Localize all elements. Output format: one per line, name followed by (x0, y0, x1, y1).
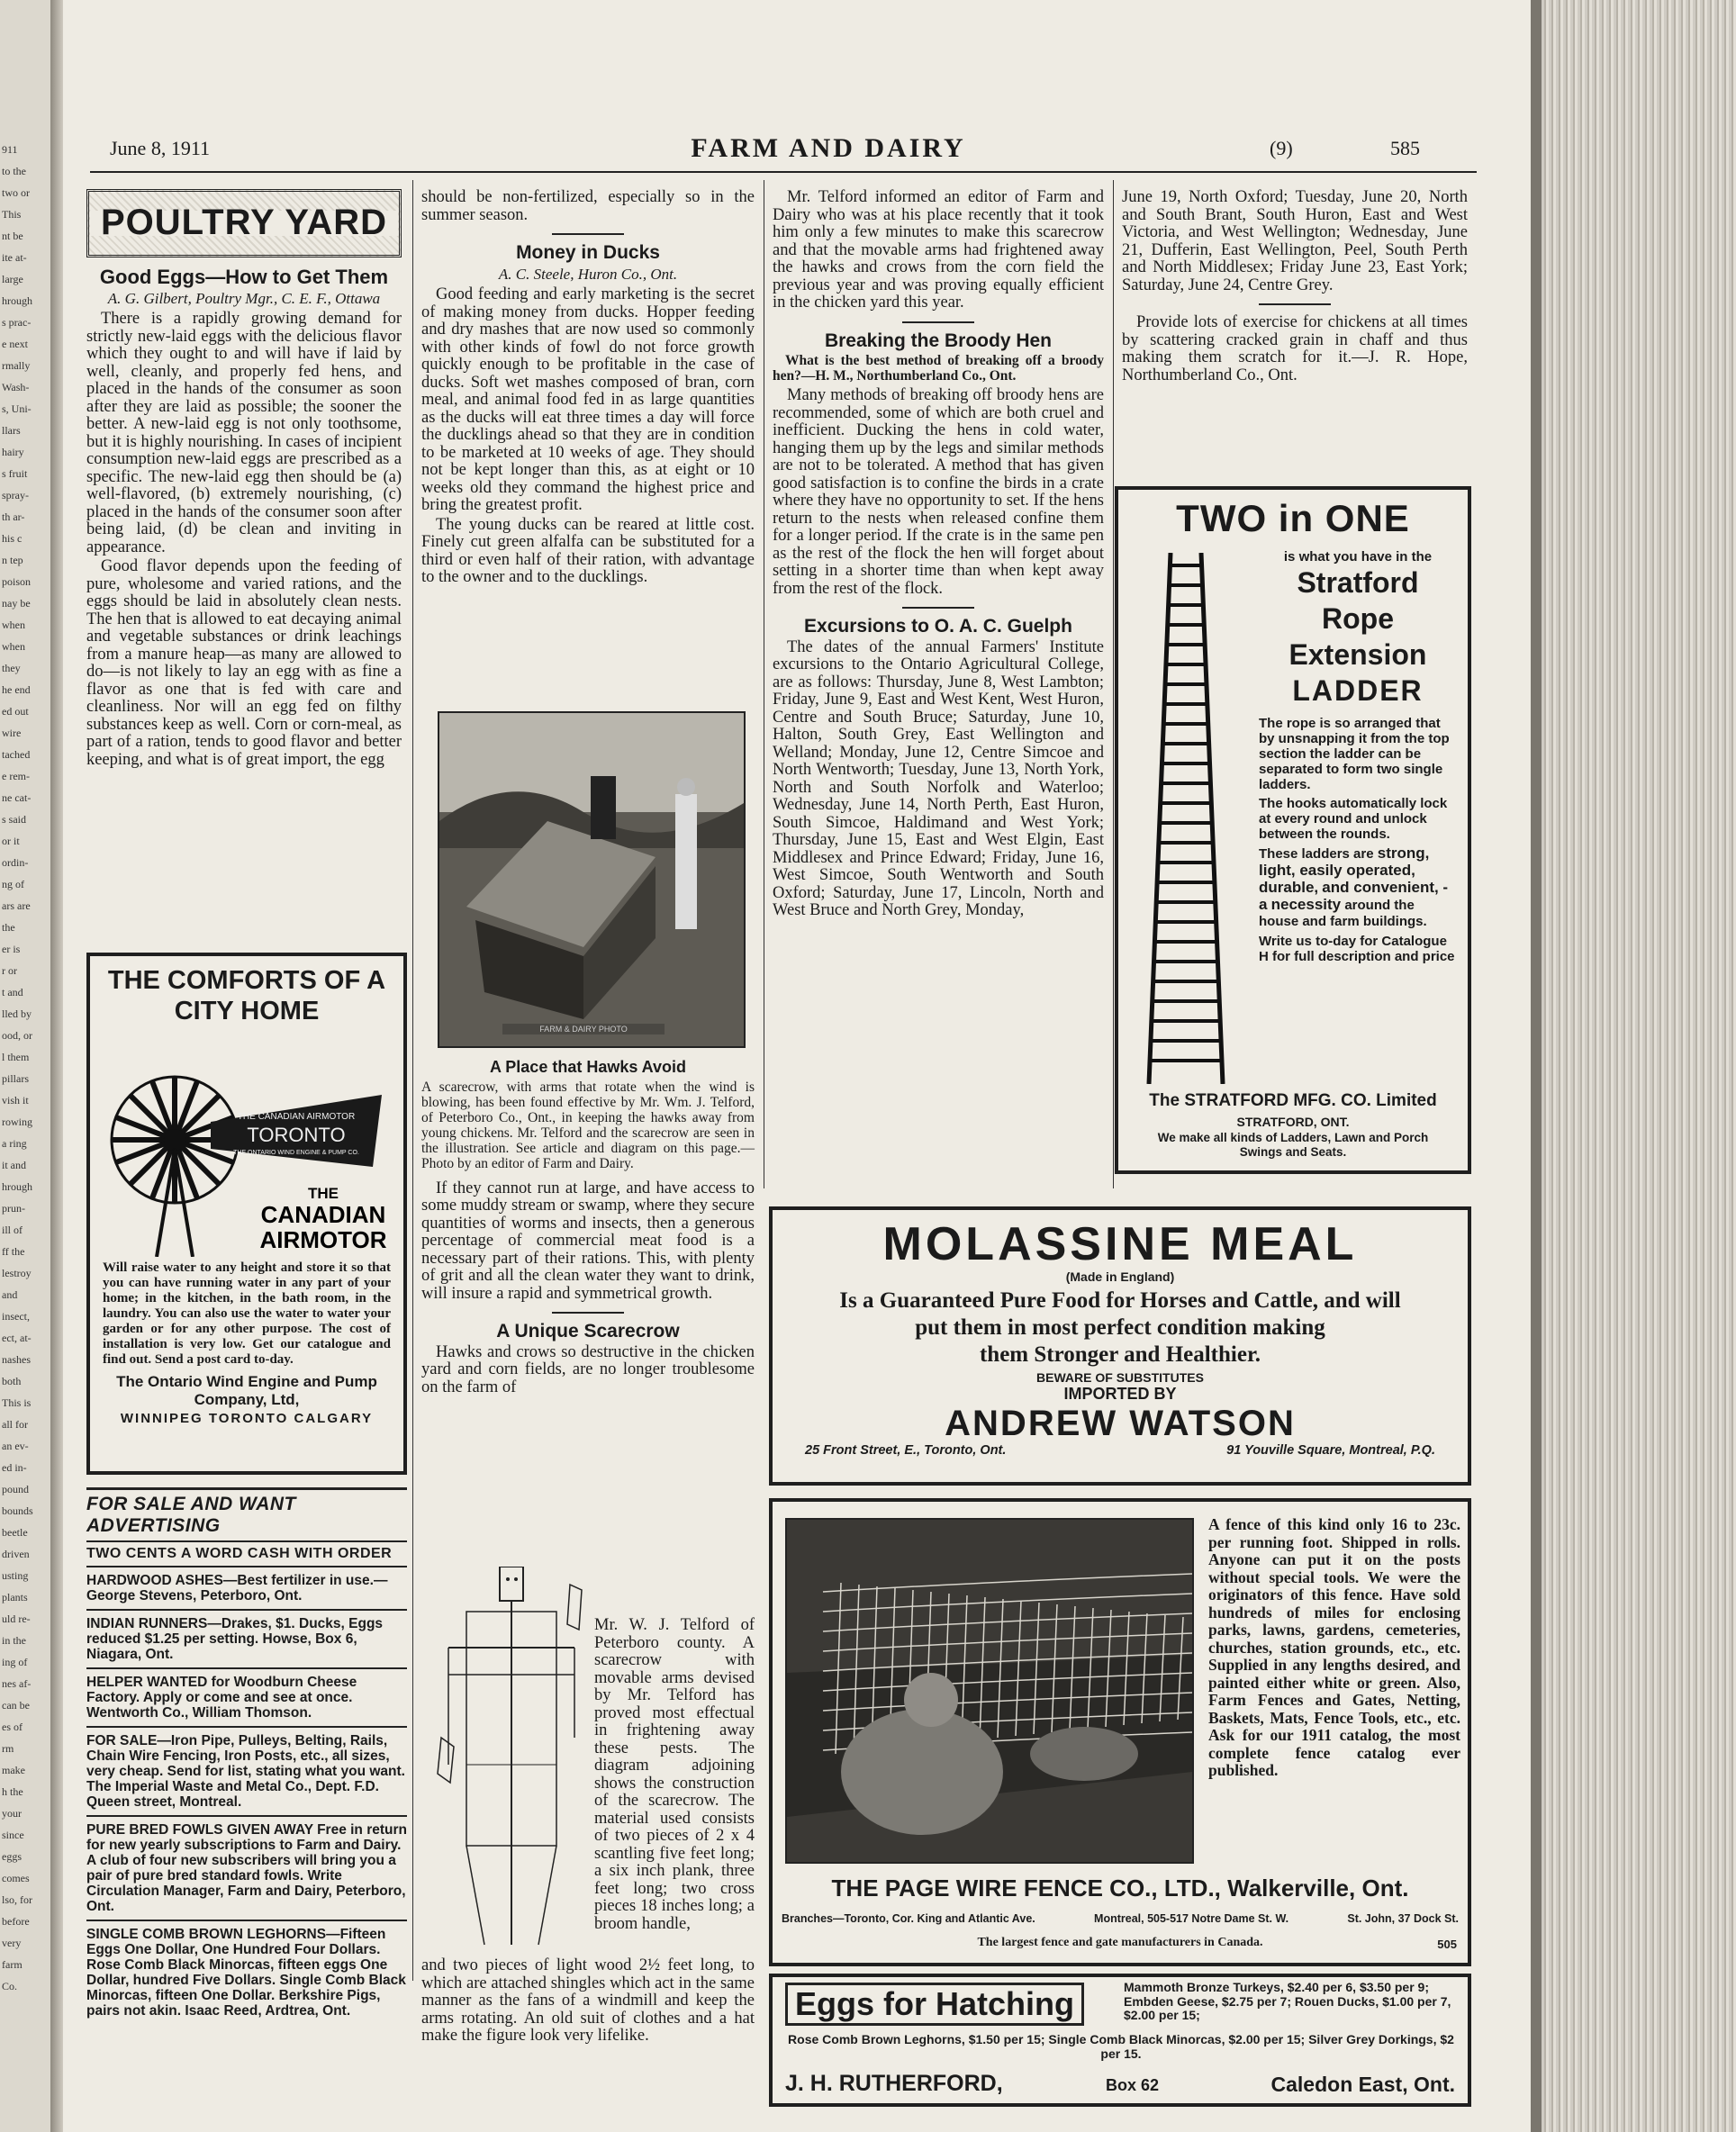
molassine-addr-right: 91 Youville Square, Montreal, P.Q. (1226, 1443, 1435, 1458)
ladder-city: STRATFORD, ONT. (1236, 1115, 1350, 1129)
caption-title: A Place that Hawks Avoid (489, 1058, 687, 1076)
strip-fragment: they (2, 662, 21, 674)
section-rule (552, 233, 624, 235)
fence-code: 505 (1437, 1938, 1457, 1951)
ducks-continued: If they cannot run at large, and have access to some muddy stream or swamp, where they secure quantities of worms and insects, then a generous percentage of commercial meat food is a necessary part of their rations. This, with plenty of grit and all the clean water they want to drink, will insure a rapid and symmetrical growth. (421, 1179, 755, 1303)
newspaper-page (63, 0, 1558, 2132)
fence-illustration (787, 1520, 1192, 1862)
strip-fragment: pillars (2, 1072, 29, 1085)
strip-fragment: l them (2, 1051, 30, 1063)
column-2 (421, 189, 755, 589)
strip-fragment: large (2, 273, 23, 285)
strip-fragment: hairy (2, 446, 24, 458)
banner-text: POULTRY YARD (90, 211, 398, 236)
strip-fragment: s said (2, 813, 26, 826)
airmotor-company: The Ontario Wind Engine and Pump Company, Ltd, (116, 1373, 377, 1408)
strip-fragment: he end (2, 683, 31, 696)
strip-fragment: insect, (2, 1310, 30, 1323)
ladder-p3c: and convenient, - a (1259, 879, 1449, 913)
fence-tagline: The largest fence and gate manufacturers in Canada. (977, 1936, 1263, 1949)
ladder-name-3: Extension (1288, 638, 1427, 671)
strip-fragment: e next (2, 338, 28, 350)
strip-fragment: when (2, 640, 25, 653)
molassine-beware: BEWARE OF SUBSTITUTES (1036, 1370, 1204, 1385)
section-rule (552, 1312, 624, 1314)
ladder-ad (1115, 486, 1471, 1174)
classified-item: FOR SALE—Iron Pipe, Pulleys, Belting, Rails, Chain Wire Fencing, Iron Posts, etc., all sizes, very cheap. Send for list, stating what you want. The Imperial Waste and Metal Co., Dept. F.D. Queen street, Montreal. (86, 1726, 407, 1815)
strip-fragment: to the (2, 165, 26, 177)
molassine-name: MOLASSINE MEAL (882, 1218, 1358, 1270)
airmotor-body: Will raise water to any height and store it so that you can have running water in any part of your home; in the kitchen, in the bath room, in the laundry. You can also use the water to water your garden or for any other purpose. The cost of installation is very low. Get our catalogue and find out. Send a post card to-day. (103, 1260, 391, 1367)
strip-fragment: er is (2, 943, 21, 955)
strip-fragment: in the (2, 1634, 26, 1647)
strip-fragment: This (2, 208, 22, 221)
ladder-name-2: Rope (1322, 602, 1394, 635)
photo-label: FARM & DAIRY PHOTO (539, 1025, 628, 1034)
classified-item: INDIAN RUNNERS—Drakes, $1. Ducks, Eggs reduced $1.25 per setting. Howse, Box 6, Niagara, Ont. (86, 1609, 407, 1667)
photo-caption: A scarecrow, with arms that rotate when the wind is blowing, has been found effective by Mr. Wm. J. Telford, of Peterboro Co., Ont., in keeping the hawks away from young chickens. Mr. Telford and the scarecrow are seen in the illustration. See article and diagram on this page.—Photo by an editor of Farm and Dairy. (421, 1079, 755, 1171)
strip-fragment: s fruit (2, 467, 28, 480)
article-paragraph: Good flavor depends upon the feeding of pure, wholesome and varied rations, and the eggs should be laid in absolutely clean nests. The hen that is allowed to eat decaying animal and vegetable substances or drink leachings from a manure heap—as many are allowed to do—is not likely to lay an egg with as fine a flavor as one that is fed with care and cleanliness. Nor will an egg fed on filthy substances keep as well. Corn or corn-meal, as part of a ration, tends to good flavor and better keeping, and what is of great import, the egg (86, 557, 402, 769)
ducks-paragraph: Good feeding and early marketing is the secret of making money from ducks. Hopper feeding and dry mashes that are now used so commonly with other kinds of fowl do not force growth quickly enough to be profitable in the case of ducks. Soft wet mashes composed of bran, corn meal, and animal food fed in as large quantities as the ducks will eat three times a day will force the ducklings ahead so that they are in condition to be marketed at 10 weeks of age. They should not be kept longer than this, as at eight or 10 weeks old they command the highest price and bring the greatest profit. (421, 285, 755, 514)
classified-item: SINGLE COMB BROWN LEGHORNS—Fifteen Eggs One Dollar, One Hundred Four Dollars. Rose Comb Black Minorcas, fifteen eggs One Dollar, hundred Five Dollars. Single Comb Black Minorcas, fifteen One Dollar. Berkshire Pigs, pairs not akin. Isaac Reed, Ardtrea, Ont. (86, 1920, 407, 2024)
strip-fragment: usting (2, 1569, 29, 1582)
molassine-made-in: (Made in England) (1065, 1269, 1175, 1284)
article-title: Good Eggs—How to Get Them (99, 266, 389, 288)
ladder-p2: The hooks automatically lock at every round and unlock between the rounds. (1259, 796, 1448, 842)
scarecrow-title: A Unique Scarecrow (496, 1321, 680, 1342)
strip-fragment: ed out (2, 705, 29, 718)
classified-item: HELPER WANTED for Woodburn Cheese Factory. Apply or come and see at once. Wentworth Co., William Thomson. (86, 1667, 407, 1726)
vane-top-text: THE CANADIAN AIRMOTOR (237, 1112, 356, 1122)
ladder-company: The STRATFORD MFG. CO. Limited (1149, 1091, 1437, 1110)
strip-fragment: ed in- (2, 1461, 27, 1474)
strip-fragment: ill of (2, 1224, 23, 1236)
strip-fragment: prun- (2, 1202, 25, 1215)
masthead: FARM AND DAIRY (691, 133, 966, 163)
scarecrow-lead: Hawks and crows so destructive in the chicken yard and corn fields, are no longer troublesome on the farm of (421, 1342, 755, 1396)
ladder-illustration (1136, 553, 1235, 1084)
strip-fragment: nay be (2, 597, 31, 610)
strip-fragment: your (2, 1807, 22, 1820)
continued-text: should be non-fertilized, especially so in the summer season. (421, 188, 755, 224)
column-rule (412, 180, 413, 1981)
strip-fragment: lso, for (2, 1893, 32, 1906)
molassine-pitch-1: Is a Guaranteed Pure Food for Horses and Cattle, and will (839, 1288, 1401, 1313)
strip-fragment: rowing (2, 1116, 32, 1128)
book-page-edges (1542, 0, 1736, 2132)
eggs-for-hatching-ad (769, 1974, 1471, 2107)
strip-fragment: e rem- (2, 770, 30, 782)
molassine-addresses (787, 1443, 1453, 1458)
eggs-line: Rose Comb Brown Leghorns, $1.50 per 15; Single Comb Black Minorcas, $2.00 per 15; Silver Grey Dorkings, $2 per 15. (788, 2032, 1454, 2061)
strip-fragment: eggs (2, 1850, 22, 1863)
ladder-sub: is what you have in the (1283, 549, 1433, 565)
issue-date: June 8, 1911 (110, 137, 211, 159)
classified-items (86, 1566, 407, 2024)
fence-branch-3: St. John, 37 Dock St. (1347, 1912, 1459, 1925)
strip-fragment: ars are (2, 899, 31, 912)
strip-fragment: farm (2, 1958, 23, 1971)
brand-canadian: CANADIAN (260, 1201, 386, 1228)
strip-fragment: ng of (2, 878, 24, 890)
strip-fragment: es of (2, 1721, 23, 1733)
ladder-p1: The rope is so arranged that by unsnapping it from the top section the ladder can be separated to form two single ladders. (1259, 716, 1450, 792)
strip-fragment: comes (2, 1872, 30, 1884)
strip-fragment: make (2, 1764, 25, 1776)
strip-fragment: r or (2, 964, 17, 977)
ladder-footer: We make all kinds of Ladders, Lawn and Porch Swings and Seats. (1157, 1131, 1429, 1159)
column-4 (1122, 189, 1468, 386)
strip-fragment: pound (2, 1483, 29, 1495)
strip-fragment: an ev- (2, 1440, 29, 1452)
binding-gutter (50, 0, 63, 2132)
strip-fragment: both (2, 1375, 22, 1387)
brand-airmotor: AIRMOTOR (259, 1226, 387, 1253)
poultry-yard-banner (86, 189, 402, 257)
strip-fragment: when (2, 619, 25, 631)
airmotor-headline: THE COMFORTS OF A CITY HOME (107, 966, 386, 1025)
strip-fragment: two or (2, 186, 30, 199)
ducks-byline: A. C. Steele, Huron Co., Ont. (498, 265, 678, 283)
header-rule (90, 171, 1477, 173)
article-paragraph: There is a rapidly growing demand for strictly new-laid eggs with the delicious flavor which they ought to and will have if laid by well, cleanly, and properly fed hens, and placed in the hands of the consumer as soon after they are laid as possible; the sooner the better. A new-laid egg is not only toothsome, but it is highly nourishing. In cases of incipient consumption new-laid eggs are prescribed as a specific. The new-laid egg then should be (a) well-flavored, (b) extremely nourishing, (c) placed in the hands of the consumer soon after being laid, (d) be clean and inviting in appearance. (86, 310, 402, 556)
strip-fragment: beetle (2, 1526, 28, 1539)
excursions-text: The dates of the annual Farmers' Institute excursions to the Ontario Agricultural College, are as follows: Thursday, June 8, West Lambton; Friday, June 9, East and West Kent, West Huron, Centre and South Bruce; Saturday, June 10, Halton, South Grey, East Wellington and Welland; Monday, June 12, Centre Simcoe and North Wentworth; Tuesday, June 13, North York, North and South Norfolk and Waterloo; Wednesday, June 14, North Perth, East Huron, South Simcoe, Haldimand and West York; Thursday, June 15, East and West Elgin, East Middlesex and Prince Edward; Friday, June 16, West Simcoe, South Wentworth and South Oxford; Saturday, June 17, Lincoln, North and West Bruce and North Grey, Monday, (773, 637, 1104, 919)
strip-fragment: h the (2, 1785, 23, 1798)
scarecrow-side-text: Mr. W. J. Telford of Peterboro county. A scarecrow with movable arms devised by Mr. Telford has proved most effectual in frightening away these pests. The diagram adjoining shows the construction of the scarecrow. The material used consists of two pieces of 2 x 4 scantling five feet long; a six inch plank, three feet long; two cross pieces 18 inches long; a broom handle, (594, 1616, 755, 1933)
fence-branch-2: Montreal, 505-517 Notre Dame St. W. (1094, 1912, 1289, 1925)
brand-the: THE (308, 1185, 339, 1202)
page-fence-ad (769, 1498, 1471, 1966)
exercise-tip: Provide lots of exercise for chickens at all times by scattering cracked grain in chaff and thus making them scratch for it.—J. R. Hope, Northumberland Co., Ont. (1122, 313, 1468, 384)
eggs-box: Box 62 (1106, 2076, 1160, 2094)
strip-fragment: lled by (2, 1007, 32, 1020)
strip-fragment: and (2, 1288, 18, 1301)
strip-fragment: can be (2, 1699, 30, 1712)
strip-fragment: hrough (2, 294, 32, 307)
molassine-pitch-2: put them in most perfect condition making (915, 1315, 1325, 1340)
classifieds-title: FOR SALE AND WANT ADVERTISING (86, 1487, 407, 1540)
photo-illustration (439, 713, 744, 1046)
strip-fragment: wire (2, 727, 22, 739)
strip-fragment: ordin- (2, 856, 29, 869)
ladder-p3a: These ladders are (1259, 846, 1374, 862)
strip-fragment: th ar- (2, 510, 25, 523)
strip-fragment: or it (2, 835, 20, 847)
molassine-ad (769, 1206, 1471, 1486)
adjacent-page-strip (0, 0, 52, 2132)
vane-small-text: THE ONTARIO WIND ENGINE & PUMP CO. (233, 1150, 359, 1156)
eggs-headline: Eggs for Hatching (795, 1985, 1075, 2022)
strip-fragment: ect, at- (2, 1332, 32, 1344)
strip-fragment: plants (2, 1591, 28, 1604)
page-number: 585 (1390, 137, 1420, 159)
fence-company: THE PAGE WIRE FENCE CO., LTD., Walkerville, Ont. (831, 1875, 1409, 1902)
section-rule (1259, 303, 1331, 305)
strip-fragment: This is (2, 1396, 32, 1409)
strip-fragment: rm (2, 1742, 14, 1755)
strip-fragment: t and (2, 986, 23, 998)
column-3 (773, 189, 1104, 922)
ladder-name-4: LADDER (1292, 674, 1424, 707)
strip-fragment: a ring (2, 1137, 27, 1150)
vane-city-text: TORONTO (247, 1124, 346, 1146)
airmotor-ad (86, 953, 407, 1475)
airmotor-cities: WINNIPEG TORONTO CALGARY (120, 1411, 374, 1426)
strip-fragment: s prac- (2, 316, 32, 329)
strip-fragment: very (2, 1937, 22, 1949)
strip-fragment: nt be (2, 230, 23, 242)
molassine-pitch-3: them Stronger and Healthier. (979, 1342, 1261, 1367)
strip-fragment: ood, or (2, 1029, 32, 1042)
eggs-headline-box (785, 1983, 1084, 2026)
strip-fragment: lestroy (2, 1267, 32, 1279)
broody-title: Breaking the Broody Hen (824, 330, 1053, 351)
strip-fragment: Wash- (2, 381, 30, 393)
ladder-p3 (1259, 845, 1457, 930)
classified-item: PURE BRED FOWLS GIVEN AWAY Free in return for new yearly subscriptions to Farm and Dairy. A club of four new subscribers will bring you a pair of pure bred standard fowls. Write Circulation Manager, Farm and Dairy, Peterboro, Ont. (86, 1815, 407, 1920)
fence-photo (785, 1518, 1194, 1864)
strip-fragment: all for (2, 1418, 28, 1431)
windmill-illustration (103, 1032, 391, 1257)
excursions-continued: June 19, North Oxford; Tuesday, June 20, North and South Brant, South Huron, East and West Victoria, and West Wellington; Wednesday, June 21, Dufferin, East Wellington, Peel, South Perth and North Middlesex; Friday June 23, East York; Saturday, June 24, Centre Grey. (1122, 188, 1468, 294)
strip-fragment: spray- (2, 489, 29, 501)
ladder-p3e: around the house and farm buildings. (1259, 898, 1427, 929)
ladder-name-1: Stratford (1297, 566, 1419, 599)
strip-fragment: ne cat- (2, 791, 32, 804)
telford-paragraph: Mr. Telford informed an editor of Farm and Dairy who was at his place recently that it took him only a few minutes to make this scarecrow and that the movable arms had frightened away the hawks and crows from the corn field the previous year and was proving equally efficient in the chicken yard this year. (773, 188, 1104, 312)
strip-fragment: since (2, 1829, 24, 1841)
classified-item: HARDWOOD ASHES—Best fertilizer in use.—George Stevens, Peterboro, Ont. (86, 1566, 407, 1609)
strip-fragment: ff the (2, 1245, 25, 1258)
column-2-lower (421, 1053, 755, 1398)
scarecrow-photo (438, 711, 746, 1048)
strip-fragment: his c (2, 532, 23, 545)
ladder-headline: TWO in ONE (1176, 497, 1410, 539)
ladder-copy (1259, 549, 1457, 964)
column-1 (86, 189, 402, 771)
ladder-p4: Write us to-day for Catalogue H for full description and price (1259, 934, 1455, 964)
strip-fragment: Co. (2, 1980, 18, 1992)
eggs-seller: J. H. RUTHERFORD, (785, 2071, 1003, 2096)
article-byline: A. G. Gilbert, Poultry Mgr., C. E. F., Ottawa (107, 289, 381, 307)
column-rule (1113, 180, 1114, 1188)
strip-fragment: poison (2, 575, 32, 588)
section-rule (902, 607, 974, 609)
section-rule (902, 321, 974, 323)
strip-fragment: it and (2, 1159, 26, 1171)
eggs-right-text: Mammoth Bronze Turkeys, $2.40 per 6, $3.50 per 9; Embden Geese, $2.75 per 7; Rouen Ducks, $1.00 per 7, $2.00 per 15; (1124, 1980, 1451, 2022)
strip-fragment: n tep (2, 554, 23, 566)
strip-fragment: nes af- (2, 1677, 32, 1690)
molassine-addr-left: 25 Front Street, E., Toronto, Ont. (805, 1443, 1007, 1458)
strip-fragment: llars (2, 424, 21, 437)
strip-fragment: before (2, 1915, 30, 1928)
strip-fragment: uld re- (2, 1613, 31, 1625)
ladder-p3b: strong, light, easily operated, durable, (1259, 845, 1430, 896)
section-number: (9) (1270, 137, 1293, 159)
molassine-imported: IMPORTED BY (1063, 1385, 1177, 1403)
strip-fragment: hrough (2, 1180, 32, 1193)
strip-fragment: bounds (2, 1504, 33, 1517)
strip-fragment: the (2, 921, 15, 934)
scarecrow-end-text: and two pieces of light wood 2½ feet long, to which are attached shingles which act in the same manner as the fans of a windmill and keep the arms rotating. An old suit of clothes and a hat make the figure look very lifelike. (421, 1956, 755, 2045)
fence-branch-1: Branches—Toronto, Cor. King and Atlantic Ave. (782, 1912, 1035, 1925)
excursions-title: Excursions to O. A. C. Guelph (804, 616, 1072, 637)
strip-fragment: ing of (2, 1656, 28, 1668)
strip-fragment: ite at- (2, 251, 27, 264)
ducks-paragraph: The young ducks can be reared at little cost. Finely cut green alfalfa can be substituted for a third or even half of their ration, with advantage to the owner and to the ducklings. (421, 515, 755, 586)
strip-fragment: rmally (2, 359, 31, 372)
strip-fragment: 911 (2, 143, 18, 156)
molassine-importer: ANDREW WATSON (945, 1404, 1296, 1443)
ducks-title: Money in Ducks (516, 242, 660, 263)
strip-fragment: driven (2, 1548, 30, 1560)
strip-fragment: nashes (2, 1353, 31, 1366)
classifieds-rate: TWO CENTS A WORD CASH WITH ORDER (86, 1540, 407, 1566)
ladder-p3d: necessity (1270, 896, 1342, 913)
fence-copy: A fence of this kind only 16 to 23c. per running foot. Shipped in rolls. Anyone can put it on the posts without special tools. We were the originators of this fence. Have sold hundreds of miles for enclosing parks, lawns, gardens, cemeteries, churches, station grounds, etc., etc. Supplied in any lengths desired, and painted either white or green. Also, Farm Fences and Gates, Netting, Baskets, Mats, Fence Tools, etc., etc. Ask for our 1911 catalog, the most complete fence catalog ever published. (1208, 1515, 1460, 1779)
windmill-wheel (112, 1077, 238, 1257)
scarecrow-diagram (430, 1567, 592, 1954)
strip-fragment: tached (2, 748, 31, 761)
strip-fragment: vish it (2, 1094, 29, 1107)
fence-branches (782, 1912, 1459, 1925)
classifieds (86, 1487, 407, 2024)
broody-question: What is the best method of breaking off a broody hen?—H. M., Northumberland Co., Ont. (773, 353, 1104, 384)
strip-fragment: s, Uni- (2, 402, 32, 415)
broody-answer: Many methods of breaking off broody hens are recommended, some of which are both cruel and inefficient. Ducking the hens in cold water, hanging them up by the legs and similar methods are not to be tolerated. A method that has given good satisfaction is to confine the birds in a crate where they have no opportunity to set. If the hens return to the nests when released confine them for a longer period. If the crate is in the same pen as the rest of the flock the hen will forget about setting in a shorter time than when kept away from the rest of the flock. (773, 386, 1104, 598)
eggs-place: Caledon East, Ont. (1270, 2073, 1455, 2096)
